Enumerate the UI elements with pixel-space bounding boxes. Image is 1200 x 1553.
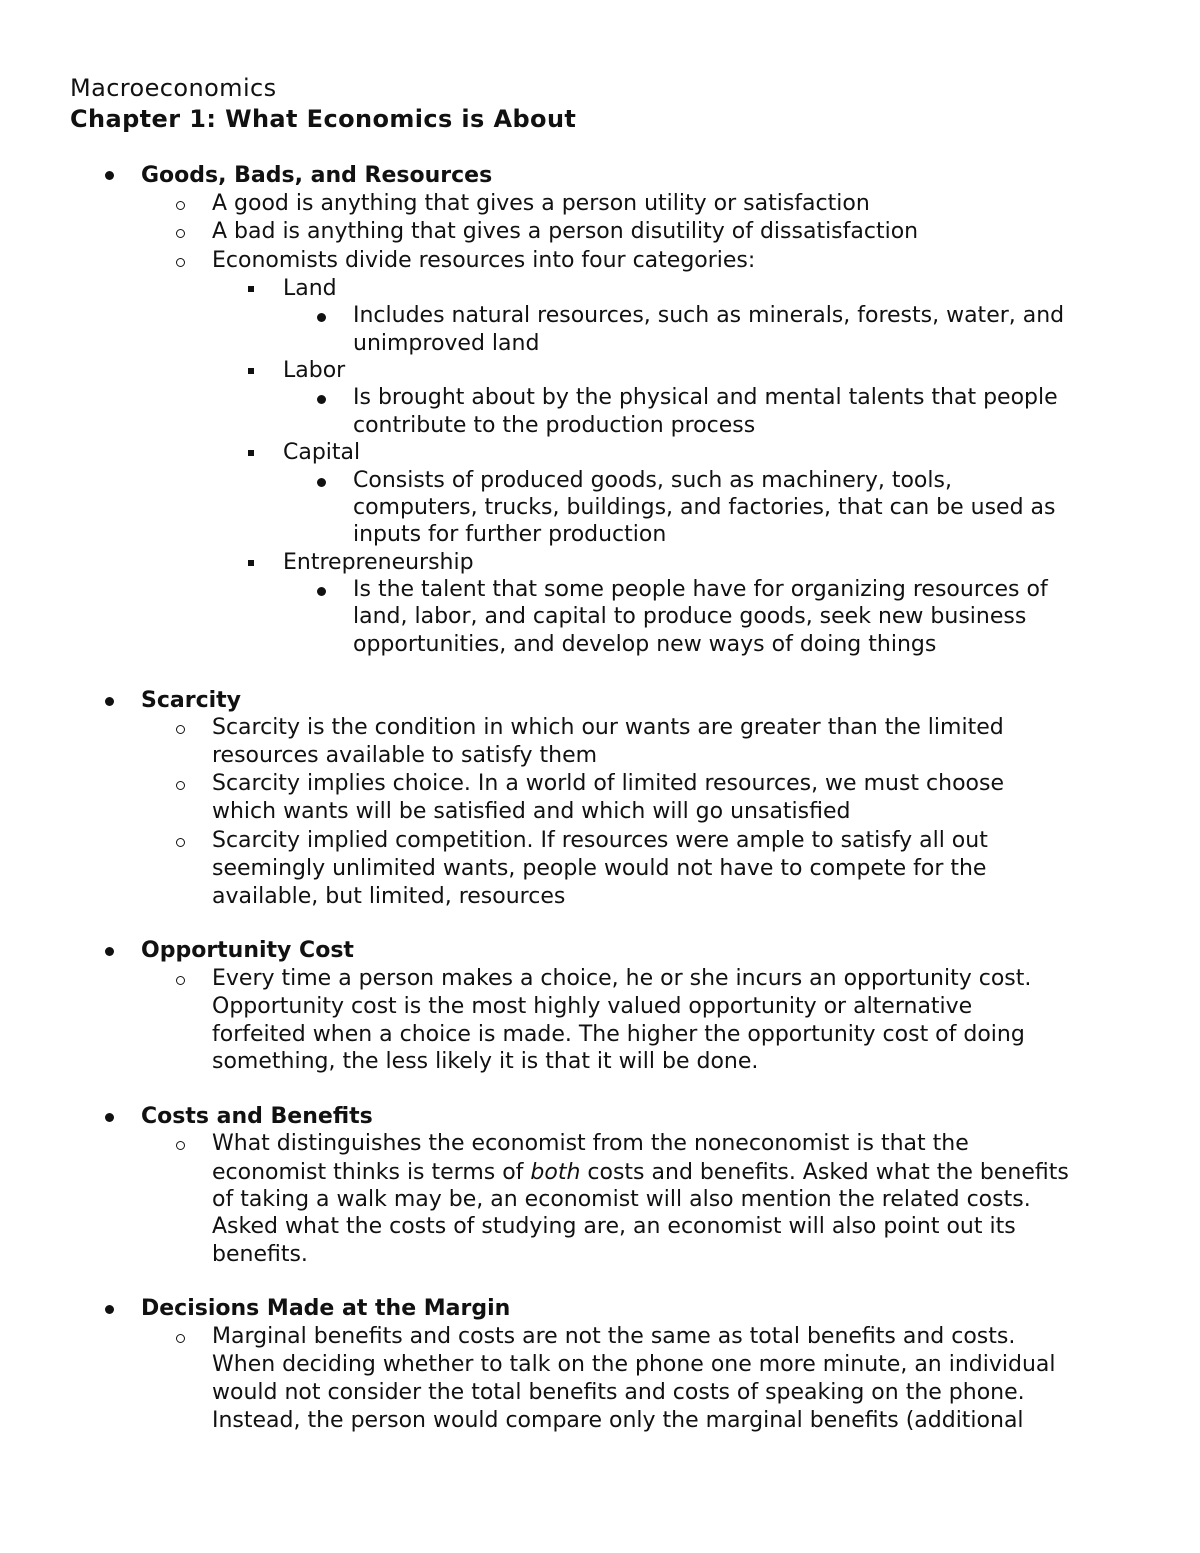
section-heading-margin: Decisions Made at the Margin [141,1296,511,1321]
section-heading-costs-benefits: Costs and Benefits [141,1104,373,1129]
list-item-continued: which wants will be satisfied and which will go unsatisfied [212,799,851,824]
list-item-continued: benefits. [212,1242,308,1267]
list-item-entrepreneurship: Entrepreneurship [283,550,474,575]
section-heading-goods: Goods, Bads, and Resources [141,163,493,188]
list-item-continued: contribute to the production process [353,413,756,438]
list-item-labor: Labor [283,358,346,383]
list-item-continued: Asked what the costs of studying are, an economist will also point out its [212,1214,1016,1239]
bullet-circle-icon [176,976,185,985]
list-item-continued: opportunities, and develop new ways of doing things [353,632,937,657]
bullet-dot-icon [317,395,326,404]
list-item: Every time a person makes a choice, he or she incurs an opportunity cost. [212,966,1032,991]
bullet-circle-icon [176,1141,185,1150]
list-item-continued: Instead, the person would compare only the marginal benefits (additional [212,1408,1024,1433]
bullet-dot-icon [317,313,326,322]
list-item-continued: computers, trucks, buildings, and factories, that can be used as [353,495,1056,520]
list-item: Marginal benefits and costs are not the same as total benefits and costs. [212,1324,1016,1349]
bullet-circle-icon [176,781,185,790]
emphasis-text: both [530,1160,581,1185]
bullet-dot-icon [105,1305,114,1314]
list-item-continued: of taking a walk may be, an economist will also mention the related costs. [212,1187,1031,1212]
list-item-continued: forfeited when a choice is made. The higher the opportunity cost of doing [212,1022,1025,1047]
bullet-circle-icon [176,838,185,847]
bullet-square-icon [248,450,254,456]
bullet-square-icon [248,286,254,292]
text-run: costs and benefits. Asked what the benefits [580,1160,1069,1185]
list-item: Economists divide resources into four categories: [212,248,756,273]
list-item: Includes natural resources, such as minerals, forests, water, and [353,303,1065,328]
bullet-circle-icon [176,1334,185,1343]
bullet-dot-icon [317,587,326,596]
document-title: Macroeconomics [70,74,277,102]
list-item: Scarcity implies choice. In a world of limited resources, we must choose [212,771,1004,796]
list-item-continued: unimproved land [353,331,540,356]
list-item-continued: land, labor, and capital to produce goods, seek new business [353,604,1027,629]
list-item-continued: resources available to satisfy them [212,743,598,768]
list-item: Is brought about by the physical and mental talents that people [353,385,1058,410]
list-item-continued: available, but limited, resources [212,884,566,909]
section-heading-opportunity-cost: Opportunity Cost [141,938,354,963]
bullet-circle-icon [176,725,185,734]
list-item-continued: seemingly unlimited wants, people would not have to compete for the [212,856,987,881]
bullet-square-icon [248,560,254,566]
list-item-continued: When deciding whether to talk on the phone one more minute, an individual [212,1352,1056,1377]
list-item-continued: Opportunity cost is the most highly valued opportunity or alternative [212,994,973,1019]
list-item-continued [212,1159,1069,1186]
list-item: What distinguishes the economist from the noneconomist is that the [212,1131,969,1156]
list-item: Consists of produced goods, such as machinery, tools, [353,468,952,493]
list-item-continued: would not consider the total benefits and costs of speaking on the phone. [212,1380,1025,1405]
bullet-dot-icon [317,478,326,487]
bullet-circle-icon [176,229,185,238]
bullet-dot-icon [105,697,114,706]
bullet-circle-icon [176,201,185,210]
list-item-capital: Capital [283,440,361,465]
bullet-circle-icon [176,258,185,267]
bullet-dot-icon [105,947,114,956]
list-item-continued: inputs for further production [353,522,667,547]
bullet-dot-icon [105,171,114,180]
list-item: A good is anything that gives a person utility or satisfaction [212,191,870,216]
chapter-title: Chapter 1: What Economics is About [70,105,577,133]
list-item-continued: something, the less likely it is that it will be done. [212,1049,759,1074]
section-heading-scarcity: Scarcity [141,688,242,713]
list-item: A bad is anything that gives a person disutility of dissatisfaction [212,219,919,244]
text-run: economist thinks is terms of [212,1160,531,1185]
list-item: Is the talent that some people have for organizing resources of [353,577,1048,602]
list-item-land: Land [283,276,337,301]
list-item: Scarcity implied competition. If resources were ample to satisfy all out [212,828,988,853]
list-item: Scarcity is the condition in which our wants are greater than the limited [212,715,1004,740]
bullet-square-icon [248,368,254,374]
bullet-dot-icon [105,1113,114,1122]
